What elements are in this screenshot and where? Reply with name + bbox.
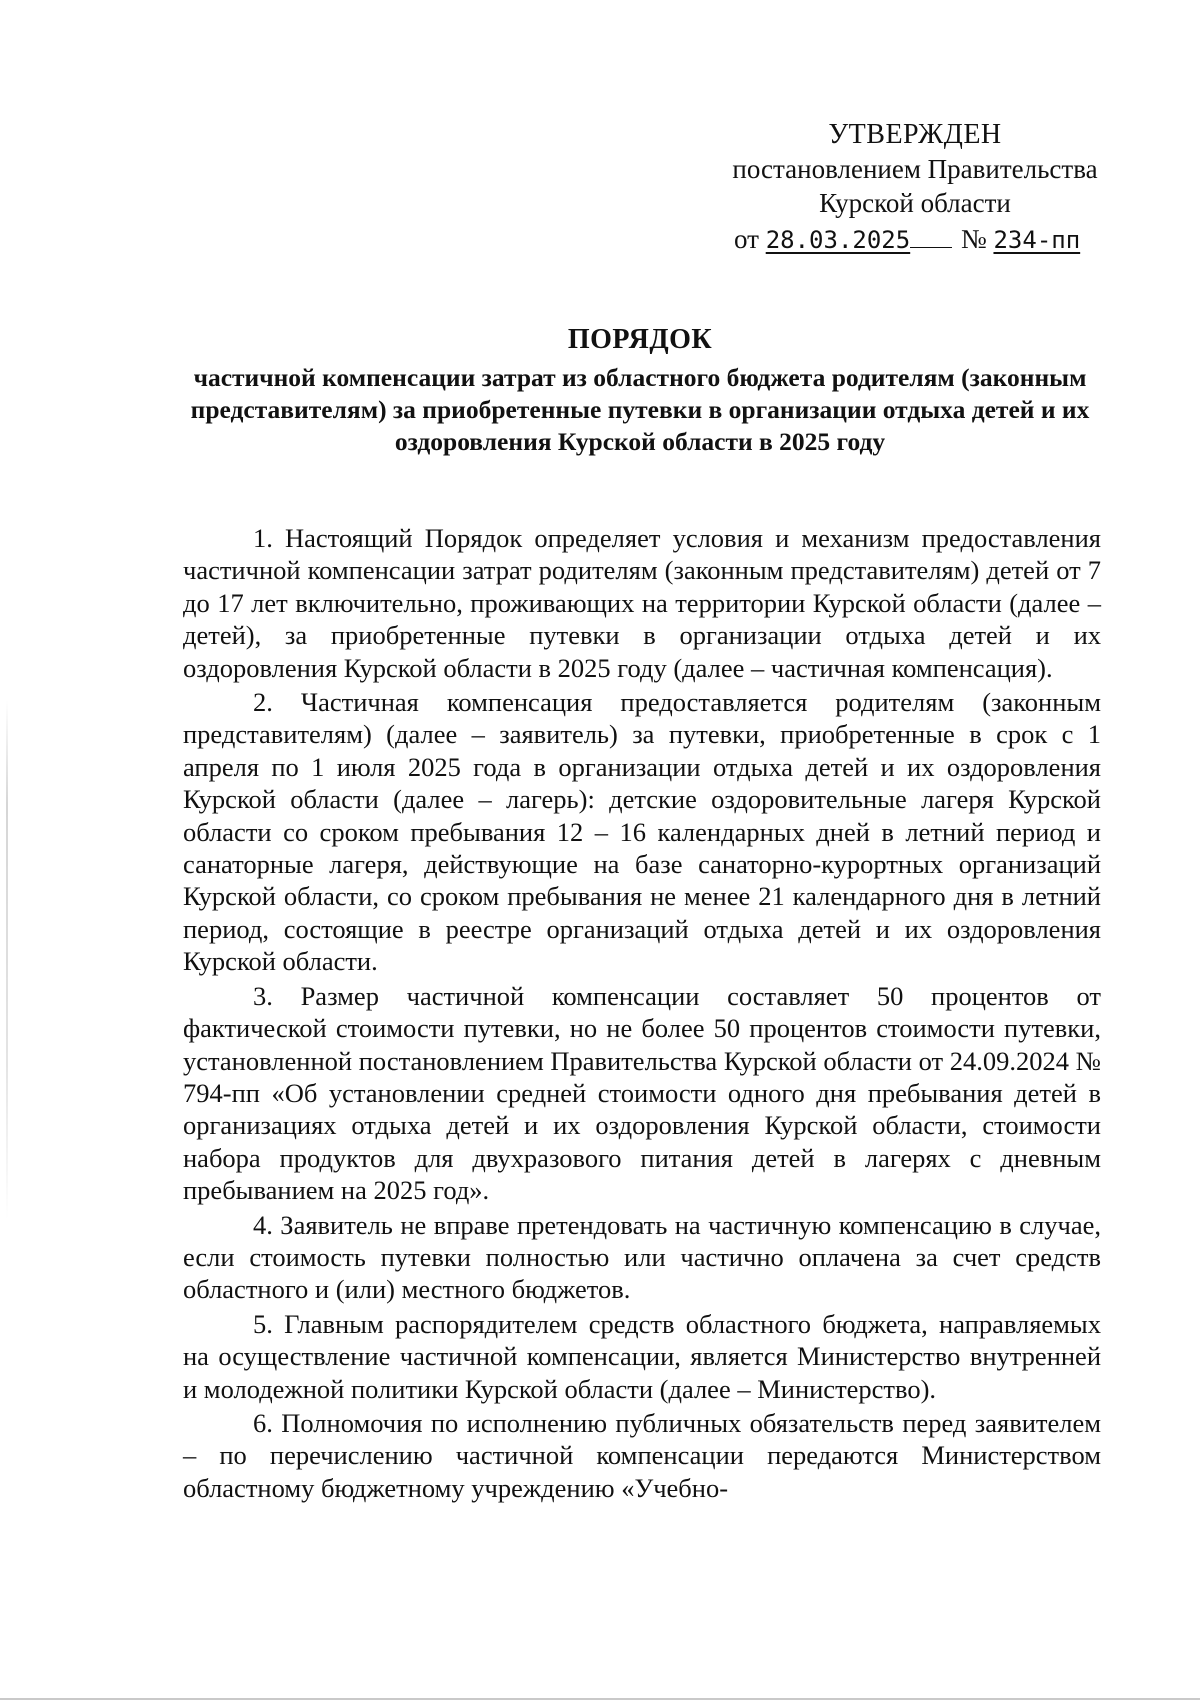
paragraph-2: 2. Частичная компенсация предоставляется родителям (законным представителям) (далее – заявитель) за путевки, приобретенные в срок с 1 апреля по 1 июля 2025 года в организации отдыха детей и их оздоровления Курской области (далее – лагерь): детские оздоровительные лагеря Курской области со сроком пребывания 12 – 16 календарных дней в летний период и санаторные лагеря, действующие на базе санаторно-курортных организаций Курской области, со сроком пребывания не менее 21 календарного дня в летний период, состоящие в реестре организаций отдыха детей и их оздоровления Курской области. (183, 687, 1101, 977)
document-body (183, 522, 1101, 1506)
scan-edge-artifact (6, 700, 8, 1220)
paragraph-6: 6. Полномочия по исполнению публичных обязательств перед заявителем – по перечислению частичной компенсации передаются Министерством областному бюджетному учреждению «Учебно- (183, 1407, 1101, 1503)
approval-number: 234-пп (993, 226, 1081, 254)
paragraph-3: 3. Размер частичной компенсации составляет 50 процентов от фактической стоимости путевки, но не более 50 процентов стоимости путевки, установленной постановлением Правительства Курской области от 24.09.2024 № 794-пп «Об установлении средней стоимости одного дня пребывания детей в организациях отдыха детей и их оздоровления Курской области, стоимости набора продуктов для двухразового питания детей в лагерях с дневным пребыванием на 2025 год». (183, 980, 1101, 1206)
paragraph-5: 5. Главным распорядителем средств областного бюджета, направляемых на осуществление частичной компенсации, является Министерство внутренней и молодежной политики Курской области (далее – Министерство). (183, 1308, 1101, 1404)
title-subtitle: частичной компенсации затрат из областного бюджета родителям (законным представителям) за приобретенные путевки в организации отдыха детей и их оздоровления Курской области в 2025 году (190, 363, 1090, 456)
title-main: ПОРЯДОК (567, 324, 713, 355)
approval-line-1: постановлением Правительства (732, 154, 1098, 184)
paragraph-1: 1. Настоящий Порядок определяет условия и механизм предоставления частичной компенсации затрат родителям (законным представителям) детей от 7 до 17 лет включительно, проживающих на территории Курской области (далее – детей), за приобретенные путевки в организации отдыха детей и их оздоровления Курской области в 2025 году (далее – частичная компенсация). (183, 523, 1101, 683)
approval-heading: УТВЕРЖДЕН (828, 119, 1002, 150)
approval-date-line (700, 222, 1130, 257)
number-prefix: № (960, 224, 987, 254)
date-underline (910, 246, 952, 248)
paragraph-4: 4. Заявитель не вправе претендовать на частичную компенсацию в случае, если стоимость путевки полностью или частично оплачена за счет средств областного и (или) местного бюджетов. (183, 1209, 1101, 1305)
date-prefix: от (734, 224, 759, 254)
approval-block (700, 118, 1130, 257)
document-title (150, 322, 1130, 458)
approval-line-2: Курской области (819, 188, 1011, 218)
scan-bottom-edge (0, 1698, 1200, 1700)
approval-date: 28.03.2025 (765, 226, 911, 254)
